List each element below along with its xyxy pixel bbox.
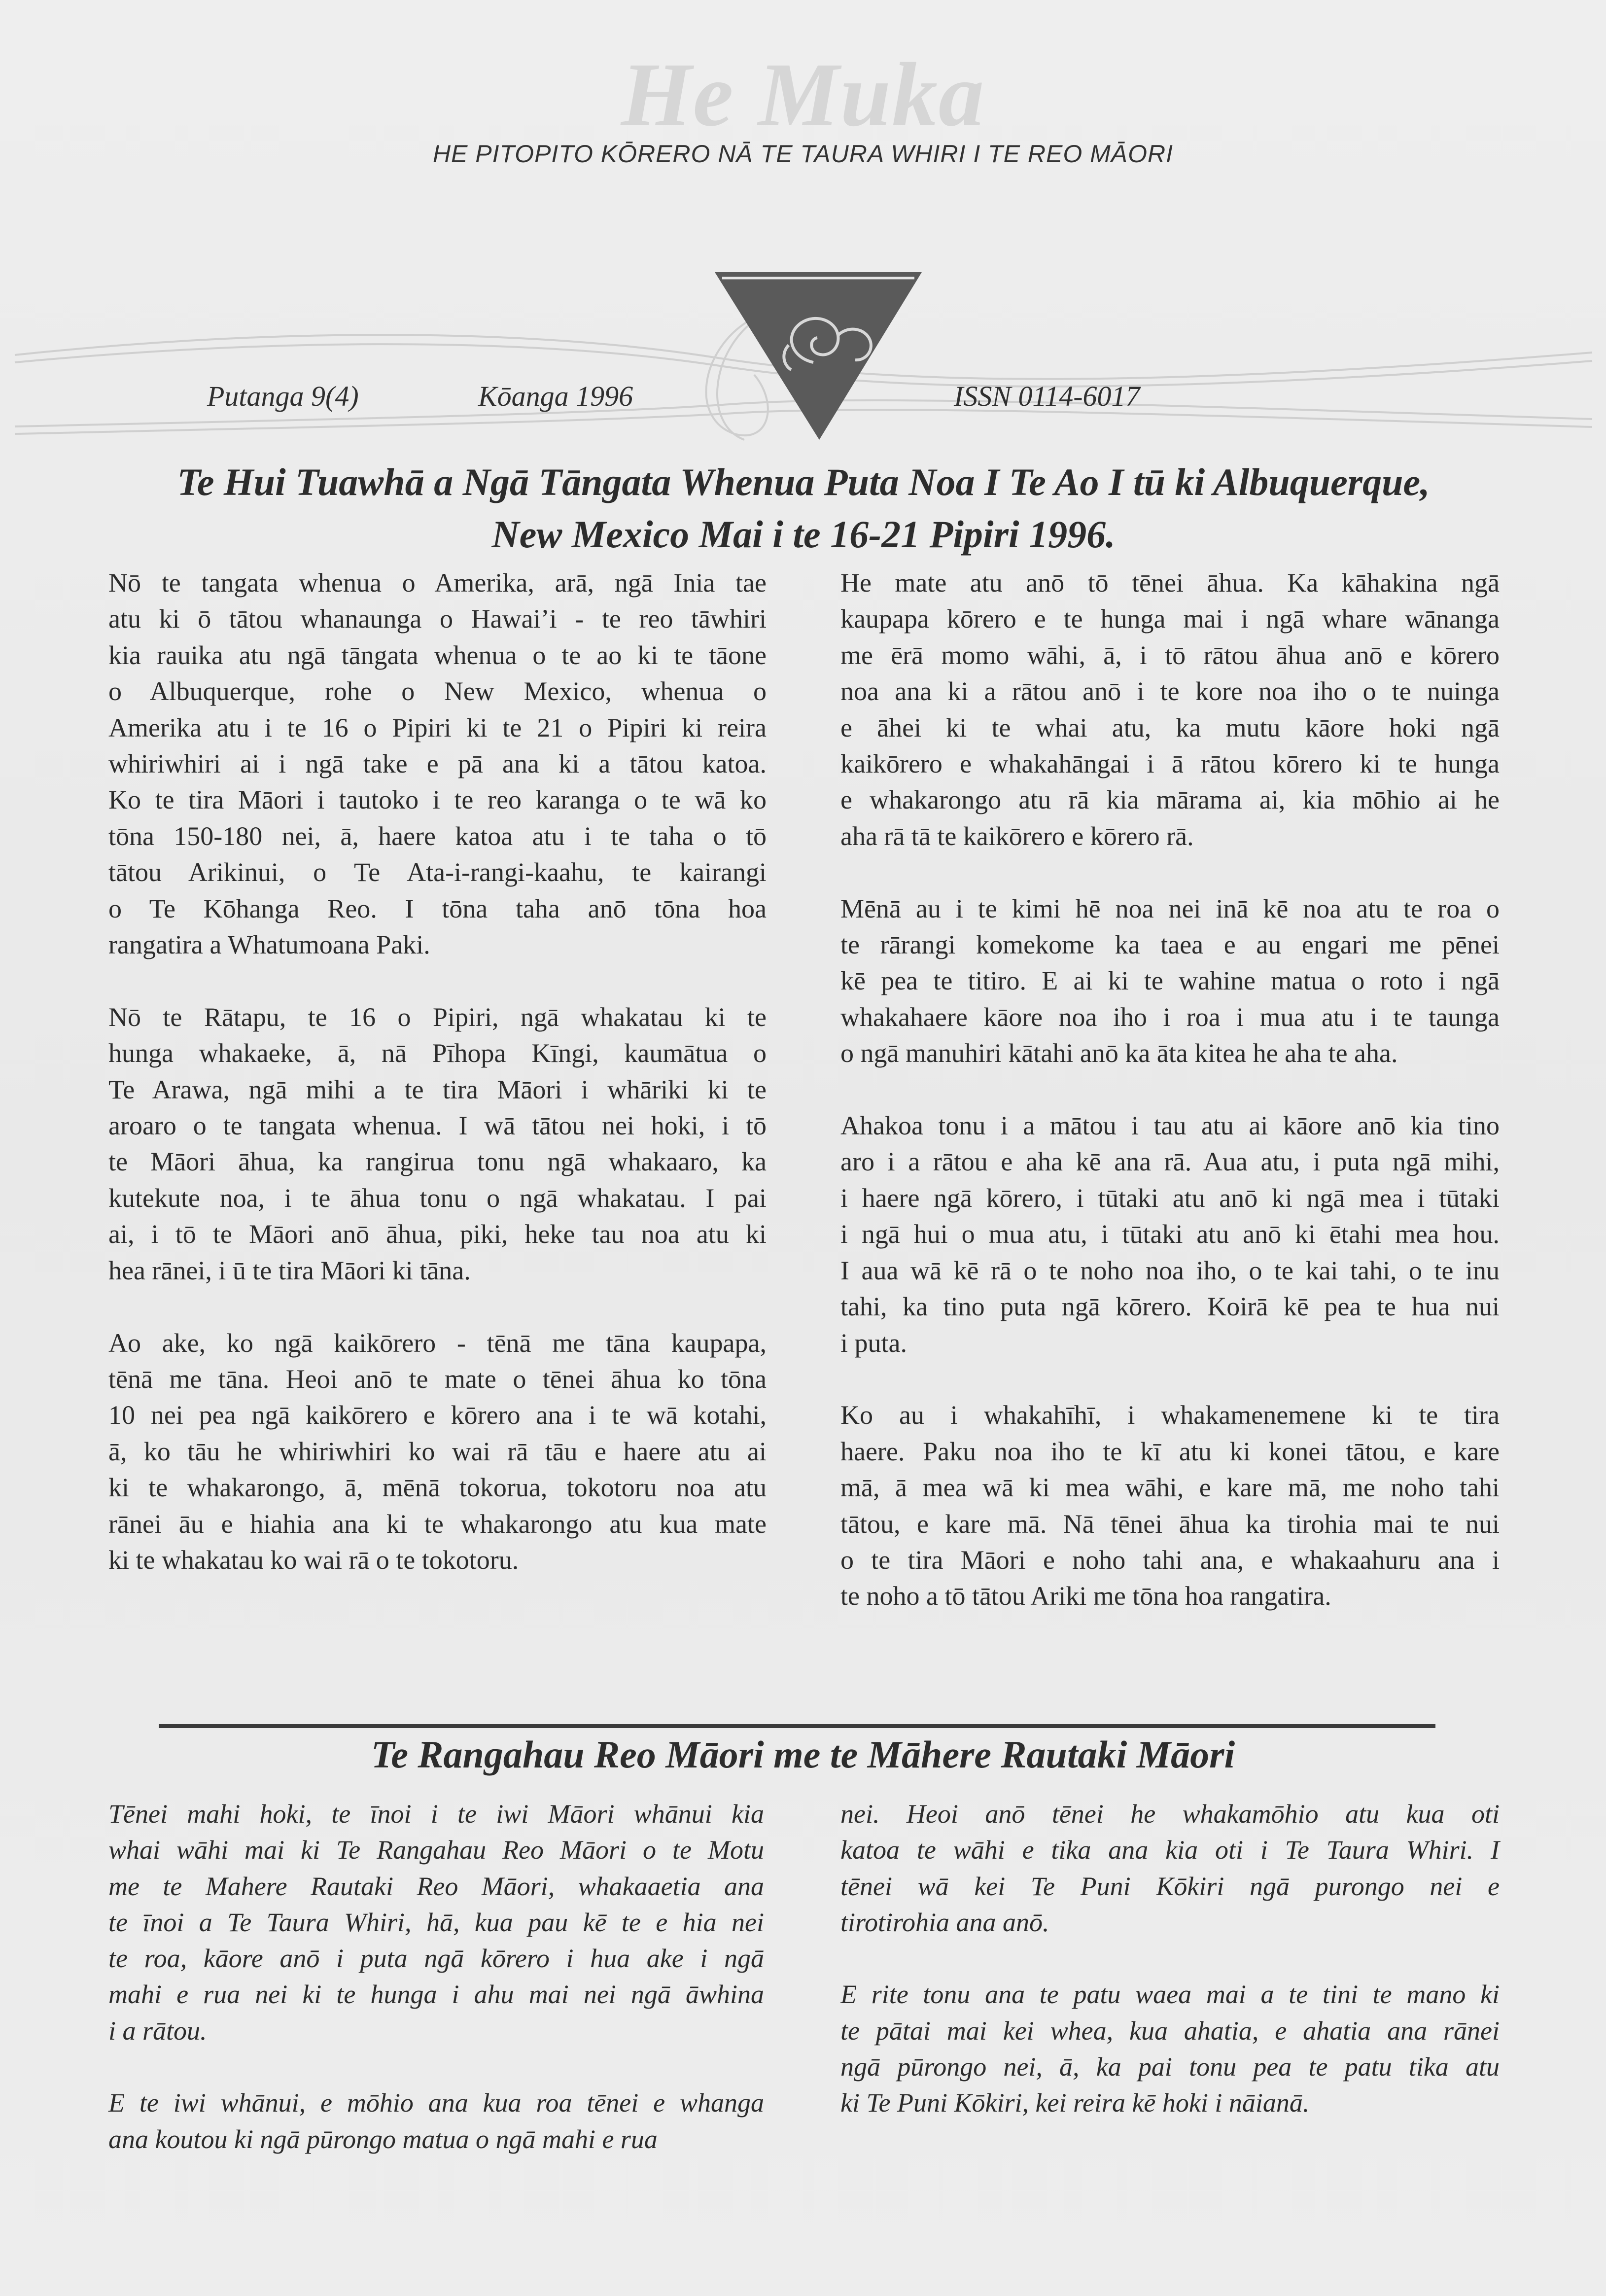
text-line: Nō te Rātapu, te 16 o Pipiri, ngā whakatau ki te (108, 1002, 767, 1032)
text-line: mahi e rua nei ki te hunga i ahu mai nei ngā āwhina (108, 1979, 764, 2010)
text-line: hea rānei, i ū te tira Māori ki tāna. (108, 1255, 471, 1285)
masthead-subtitle: HE PITOPITO KŌRERO NĀ TE TAURA WHIRI I TE REO MĀORI (432, 140, 1174, 168)
text-line: rānei āu e hiahia ana ki te whakarongo atu kua mate (108, 1509, 767, 1539)
paragraph-gap (108, 963, 767, 999)
text-line: 10 nei pea ngā kaikōrero e kōrero ana i te wā kotahi, (108, 1400, 767, 1430)
text-line: haere. Paku noa iho te kī atu ki konei tātou, e kare (840, 1436, 1500, 1466)
issue-issn: ISSN 0114-6017 (954, 380, 1140, 412)
text-line: o Te Kōhanga Reo. I tōna taha anō tōna hoa (108, 893, 767, 923)
text-line: Ahakoa tonu i a mātou i tau atu ai kāore anō kia tino (840, 1111, 1500, 1141)
text-line: me te Mahere Rautaki Reo Māori, whakaaetia ana (108, 1871, 764, 1901)
text-line: ana koutou ki ngā pūrongo matua o ngā mahi e rua (108, 2124, 658, 2154)
text-line: te īnoi a Te Taura Whiri, hā, kua pau kē te e hia nei (108, 1907, 764, 1937)
text-line: e whakarongo atu rā kia mārama ai, kia mōhio ai he (840, 785, 1500, 815)
paragraph-gap (108, 1289, 767, 1325)
text-line: tēnei wā kei Te Puni Kōkiri ngā purongo nei e (840, 1871, 1500, 1901)
text-line: hunga whakaeke, ā, nā Pīhopa Kīngi, kaumātua o (108, 1038, 767, 1068)
text-line: ā, ko tāu he whiriwhiri ko wai rā tāu e haere atu ai (108, 1436, 767, 1466)
text-line: i ngā hui o mua atu, i tūtaki atu anō ki ētahi mea hou. (840, 1219, 1500, 1249)
text-line: aro i a rātou e aha kē ana rā. Aua atu, i puta ngā mihi, (840, 1147, 1500, 1177)
triangle-emblem-icon (715, 272, 922, 440)
text-line: E te iwi whānui, e mōhio ana kua roa tēnei e whanga (108, 2088, 764, 2118)
text-line: o te tira Māori e noho tahi ana, e whakaahuru ana i (840, 1545, 1500, 1575)
text-line: kaikōrero e whakahāngai i ā rātou kōrero ki te hunga (840, 749, 1500, 779)
article2-headline: Te Rangahau Reo Māori me te Māhere Rautaki Māori (371, 1733, 1235, 1776)
text-line: tātou, e kare mā. Nā tēnei āhua ka tirohia mai te nui (840, 1509, 1500, 1539)
text-line: Nō te tangata whenua o Amerika, arā, ngā Inia tae (108, 568, 767, 598)
text-line: whiriwhiri ai i ngā take e pā ana ki a tātou katoa. (108, 749, 767, 779)
article1-left-column (108, 565, 767, 1578)
headline-line: New Mexico Mai i te 16-21 Pipiri 1996. (491, 513, 1116, 556)
text-line: e āhei ki te whai atu, ka mutu kāore hoki ngā (840, 712, 1500, 742)
text-line: tōna 150-180 nei, ā, haere katoa atu i te taha o tō (108, 821, 767, 851)
text-line: katoa te wāhi e tika ana kia oti i Te Taura Whiri. I (840, 1835, 1500, 1865)
banner-swoosh-logo (0, 256, 1606, 483)
text-line: o ngā manuhiri kātahi anō ka āta kitea he aha te aha. (840, 1038, 1398, 1068)
text-line: te roa, kāore anō i puta ngā kōrero i hua ake i ngā (108, 1943, 764, 1974)
text-line: ki Te Puni Kōkiri, kei reira kē hoki i nāianā. (840, 2088, 1310, 2118)
text-line: Tēnei mahi hoki, te īnoi i te iwi Māori whānui kia (108, 1799, 764, 1829)
paragraph-gap (840, 1941, 1500, 1977)
text-line: me ērā momo wāhi, ā, i tō rātou āhua anō e kōrero (840, 640, 1500, 670)
text-line: Amerika atu i te 16 o Pipiri ki te 21 o Pipiri ki reira (108, 712, 767, 742)
text-line: Ao ake, ko ngā kaikōrero - tēnā me tāna kaupapa, (108, 1328, 767, 1358)
text-line: He mate atu anō tō tēnei āhua. Ka kāhakina ngā (840, 568, 1500, 598)
text-line: tātou Arikinui, o Te Ata-i-rangi-kaahu, te kairangi (108, 857, 767, 887)
text-line: nei. Heoi anō tēnei he whakamōhio atu kua oti (840, 1799, 1500, 1829)
text-line: ai, i tō te Māori anō āhua, piki, heke tau noa atu ki (108, 1219, 767, 1249)
paragraph-gap (840, 854, 1500, 890)
text-line: tēnā me tāna. Heoi anō te mate o tēnei āhua ko tōna (108, 1364, 767, 1394)
issue-number: Putanga 9(4) (207, 380, 359, 412)
text-line: i haere ngā kōrero, i tūtaki atu anō ki ngā mea i tūtaki (840, 1183, 1500, 1213)
text-line: ngā pūrongo nei, ā, ka pai tonu pea te patu tika atu (840, 2052, 1500, 2082)
text-line: te noho a tō tātou Ariki me tōna hoa rangatira. (840, 1581, 1331, 1611)
text-line: I aua wā kē rā o te noho noa iho, o te kai tahi, o te inu (840, 1255, 1500, 1285)
text-line: i a rātou. (108, 2015, 207, 2046)
text-line: aha rā tā te kaikōrero e kōrero rā. (840, 821, 1194, 851)
paragraph-gap (840, 1072, 1500, 1108)
text-line: aroaro o te tangata whenua. I wā tātou nei hoki, i tō (108, 1111, 767, 1141)
text-line: Mēnā au i te kimi hē noa nei inā kē noa atu te roa o (840, 893, 1500, 923)
headline-line: Te Hui Tuawhā a Ngā Tāngata Whenua Puta Noa I Te Ao I tū ki Albuquerque, (177, 460, 1430, 503)
text-line: mā, ā mea wā ki mea wāhi, e kare mā, me noho tahi (840, 1473, 1500, 1503)
article2-left-column (108, 1796, 764, 2157)
text-line: te rārangi komekome ka taea e au engari me pēnei (840, 930, 1500, 960)
text-line: te pātai mai kei whea, kua ahatia, e ahatia ana rānei (840, 2015, 1500, 2046)
text-line: o Albuquerque, rohe o New Mexico, whenua o (108, 676, 767, 706)
text-line: noa ana ki a rātou anō i te kore noa iho o te nuinga (840, 676, 1500, 706)
text-line: atu ki ō tātou whanaunga o Hawai’i - te reo tāwhiri (108, 604, 767, 634)
article2-right-column (840, 1796, 1500, 2121)
text-line: tahi, ka tino puta ngā kōrero. Koirā kē pea te hua nui (840, 1292, 1500, 1322)
text-line: Ko au i whakahīhī, i whakamenemene ki te tira (840, 1400, 1500, 1430)
section-divider (159, 1724, 1435, 1728)
text-line: ki te whakarongo, ā, mēnā tokorua, tokotoru noa atu (108, 1473, 767, 1503)
text-line: whai wāhi mai ki Te Rangahau Reo Māori o te Motu (108, 1835, 764, 1865)
text-line: rangatira a Whatumoana Paki. (108, 930, 430, 960)
masthead-title: He Muka (621, 44, 985, 145)
text-line: te Māori āhua, ka rangirua tonu ngā whakaaro, ka (108, 1147, 767, 1177)
text-line: E rite tonu ana te patu waea mai a te tini te mano ki (840, 1979, 1500, 2010)
article1-right-column (840, 565, 1500, 1615)
paragraph-gap (108, 2049, 764, 2085)
text-line: ki te whakatau ko wai rā o te tokotoru. (108, 1545, 519, 1575)
text-line: kia rauika atu ngā tāngata whenua o te ao ki te tāone (108, 640, 767, 670)
text-line: i puta. (840, 1328, 907, 1358)
article1-headline (138, 456, 1469, 561)
text-line: kē pea te titiro. E ai ki te wahine matua o roto i ngā (840, 966, 1500, 996)
text-line: Ko te tira Māori i tautoko i te reo karanga o te wā ko (108, 785, 767, 815)
paragraph-gap (840, 1361, 1500, 1397)
text-line: Te Arawa, ngā mihi a te tira Māori i whāriki ki te (108, 1074, 767, 1104)
issue-date: Kōanga 1996 (478, 380, 633, 412)
text-line: whakahaere kāore noa iho i roa i mua atu i te taunga (840, 1002, 1500, 1032)
text-line: kutekute noa, i te āhua tonu o ngā whakatau. I pai (108, 1183, 767, 1213)
text-line: tirotirohia ana anō. (840, 1907, 1049, 1937)
text-line: kaupapa kōrero e te hunga mai i ngā whare wānanga (840, 604, 1500, 634)
